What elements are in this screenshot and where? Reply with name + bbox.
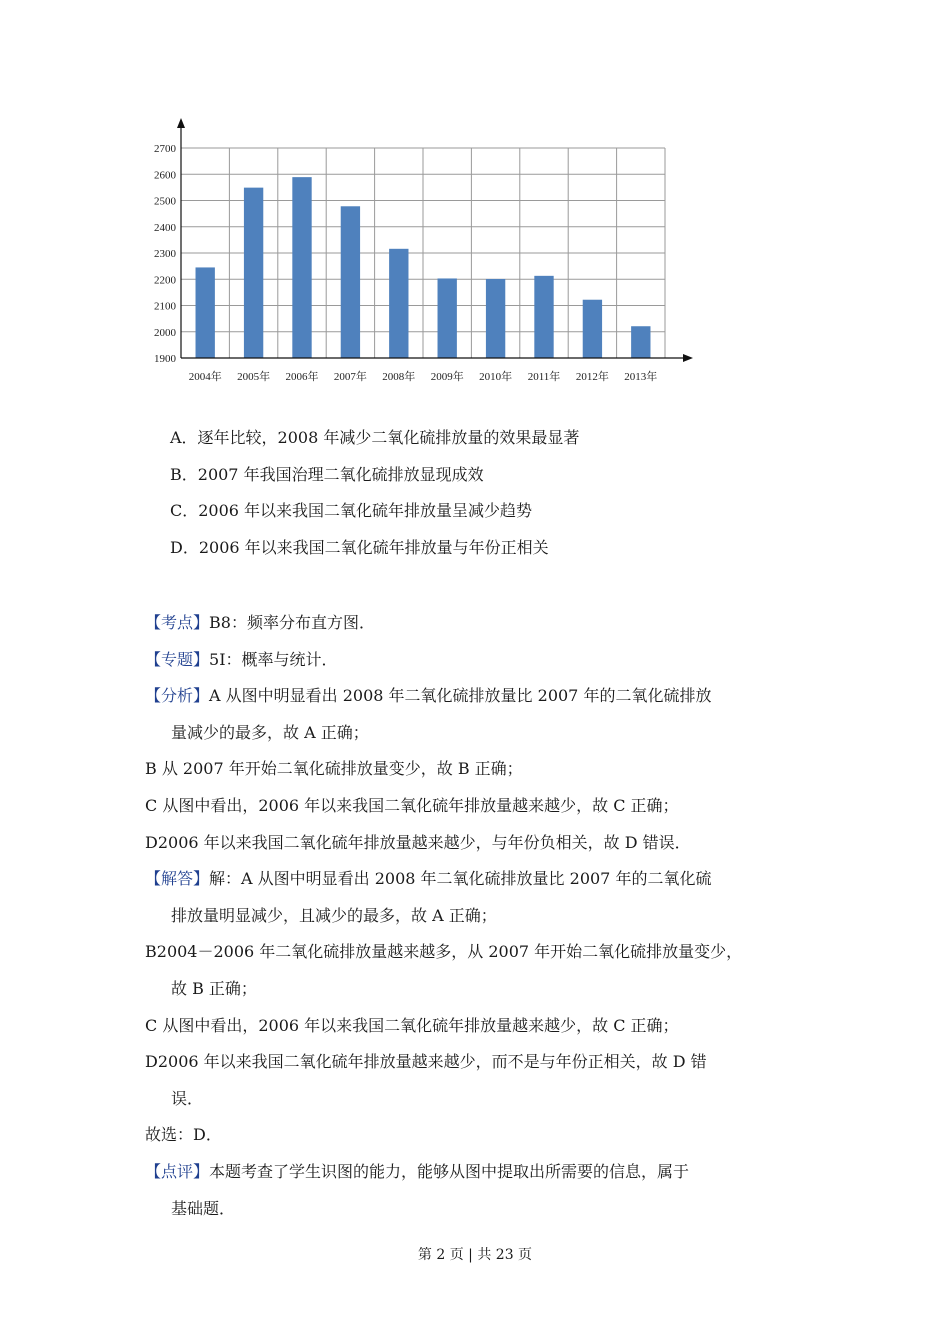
jieda-line-3: B2004－2006 年二氧化硫排放量越来越多，从 2007 年开始二氧化硫排放量变少， [145, 942, 743, 962]
fenxi-line-3: B 从 2007 年开始二氧化硫排放量变少，故 B 正确； [145, 759, 523, 779]
fenxi-line-2: 量减少的最多，故 A 正确； [171, 722, 369, 742]
kaodian-text: B8：频率分布直方图． [209, 613, 375, 632]
kaodian-line [145, 605, 825, 642]
y-tick-label: 1900 [154, 353, 176, 365]
dianping-line-2: 基础题． [171, 1198, 236, 1218]
y-tick-label: 2700 [154, 143, 176, 155]
dianping-line-1 [145, 1154, 825, 1191]
jieda-tag: 【解答】 [145, 869, 210, 889]
x-tick-label: 2013年 [624, 371, 658, 383]
bar [341, 206, 360, 358]
jieda-text-1: 解：A 从图中明显看出 2008 年二氧化硫排放量比 2007 年的二氧化硫 [209, 869, 712, 889]
bar [292, 177, 311, 358]
bar [244, 188, 263, 358]
bar [389, 249, 408, 358]
x-tick-label: 2004年 [188, 371, 222, 383]
y-tick-label: 2300 [154, 248, 176, 260]
fenxi-text-1: A 从图中明显看出 2008 年二氧化硫排放量比 2007 年的二氧化硫排放 [209, 686, 712, 706]
bar [583, 300, 602, 358]
zhuanti-line [145, 642, 825, 679]
page-footer: 第 2 页 | 共 23 页 [417, 1247, 533, 1263]
y-tick-label: 2000 [154, 326, 176, 339]
x-tick-label: 2008年 [382, 371, 416, 383]
zhuanti-tag: 【专题】 [145, 649, 210, 669]
bar-chart [140, 112, 700, 392]
bar [486, 279, 505, 358]
x-tick-label: 2012年 [575, 371, 609, 383]
bar [196, 267, 215, 358]
jieda-line-4: 故 B 正确； [171, 978, 257, 998]
dianping-tag: 【点评】 [145, 1161, 210, 1181]
jieda-line-1 [145, 861, 825, 898]
answer-line: 故选：D． [145, 1125, 222, 1145]
y-axis-arrow [177, 118, 185, 128]
fenxi-line-1 [145, 678, 825, 715]
x-axis-arrow [683, 354, 693, 362]
fenxi-line-5: D2006 年以来我国二氧化硫年排放量越来越少，与年份负相关，故 D 错误． [145, 832, 691, 852]
jieda-line-7: 误． [171, 1088, 204, 1108]
y-tick-label: 2600 [154, 169, 176, 182]
fenxi-tag: 【分析】 [145, 686, 210, 706]
option-d: D．2006 年以来我国二氧化硫年排放量与年份正相关 [170, 537, 549, 557]
option-a: A．逐年比较，2008 年减少二氧化硫排放量的效果最显著 [170, 428, 580, 447]
bar [534, 276, 553, 358]
x-tick-label: 2007年 [333, 371, 367, 383]
bar [631, 326, 650, 358]
x-tick-label: 2009年 [430, 371, 464, 383]
y-tick-label: 2100 [154, 300, 176, 313]
jieda-line-5: C 从图中看出，2006 年以来我国二氧化硫年排放量越来越少，故 C 正确； [145, 1015, 679, 1035]
jieda-line-2: 排放量明显减少，且减少的最多，故 A 正确； [171, 905, 497, 925]
fenxi-line-4: C 从图中看出，2006 年以来我国二氧化硫年排放量越来越少，故 C 正确； [145, 795, 679, 815]
y-tick-label: 2500 [154, 195, 176, 208]
zhuanti-text: 5I：概率与统计． [209, 649, 338, 669]
answer-options [170, 425, 579, 571]
bar [438, 278, 457, 358]
dianping-text-1: 本题考查了学生识图的能力，能够从图中提取出所需要的信息，属于 [209, 1161, 690, 1181]
option-c: C．2006 年以来我国二氧化硫年排放量呈减少趋势 [170, 501, 533, 520]
jieda-line-6: D2006 年以来我国二氧化硫年排放量越来越少，而不是与年份正相关，故 D 错 [145, 1052, 707, 1072]
x-tick-label: 2010年 [479, 371, 513, 383]
kaodian-tag: 【考点】 [145, 613, 210, 632]
solution-section [145, 605, 825, 1227]
x-tick-label: 2005年 [237, 371, 271, 383]
y-tick-label: 2200 [154, 274, 176, 287]
x-tick-label: 2006年 [285, 371, 319, 383]
y-tick-label: 2400 [154, 221, 176, 234]
x-tick-label: 2011年 [527, 371, 561, 383]
option-b: B．2007 年我国治理二氧化硫排放显现成效 [170, 464, 484, 484]
